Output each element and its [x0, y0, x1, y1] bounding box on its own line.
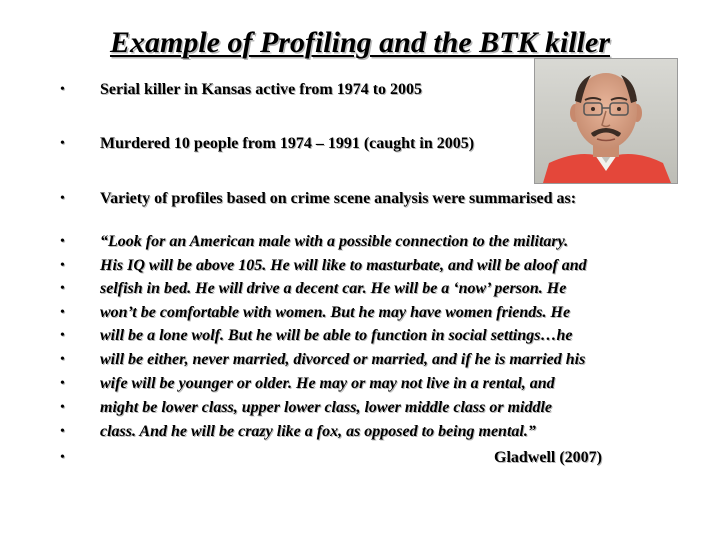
quote-line: wife will be younger or older. He may or may not live in a rental, and: [100, 375, 555, 392]
bullet-text-active-years: Serial killer in Kansas active from 1974 to 2005: [100, 81, 423, 98]
bullet-icon: •: [60, 450, 65, 465]
quote-attribution: Gladwell (2007): [494, 449, 602, 466]
bullet-icon: •: [60, 424, 65, 439]
quote-line: will be a lone wolf. But he will be able to function in social settings…he: [100, 327, 573, 344]
mugshot-photo: [534, 58, 678, 184]
bullet-icon: •: [60, 328, 65, 343]
bullet-icon: •: [60, 82, 65, 97]
bullet-text-profiles: Variety of profiles based on crime scene analysis were summarised as:: [100, 190, 577, 207]
bullet-text-murders: Murdered 10 people from 1974 – 1991 (caught in 2005): [100, 135, 475, 152]
bullet-icon: •: [60, 352, 65, 367]
bullet-icon: •: [60, 281, 65, 296]
quote-line: class. And he will be crazy like a fox, as opposed to being mental.”: [100, 423, 536, 440]
bullet-icon: •: [60, 234, 65, 249]
quote-line: will be either, never married, divorced or married, and if he is married his: [100, 351, 586, 368]
bullet-icon: •: [60, 191, 65, 206]
quote-line: “Look for an American male with a possible connection to the military.: [100, 233, 569, 250]
slide-title: Example of Profiling and the BTK killer: [109, 26, 611, 59]
bullet-icon: •: [60, 400, 65, 415]
quote-line: His IQ will be above 105. He will like to masturbate, and will be aloof and: [100, 257, 587, 274]
quote-line: selfish in bed. He will drive a decent car. He will be a ‘now’ person. He: [100, 280, 567, 297]
bullet-icon: •: [60, 305, 65, 320]
bullet-icon: •: [60, 258, 65, 273]
bullet-icon: •: [60, 136, 65, 151]
bullet-icon: •: [60, 376, 65, 391]
quote-line: won’t be comfortable with women. But he may have women friends. He: [100, 304, 571, 321]
quote-line: might be lower class, upper lower class, lower middle class or middle: [100, 399, 552, 416]
